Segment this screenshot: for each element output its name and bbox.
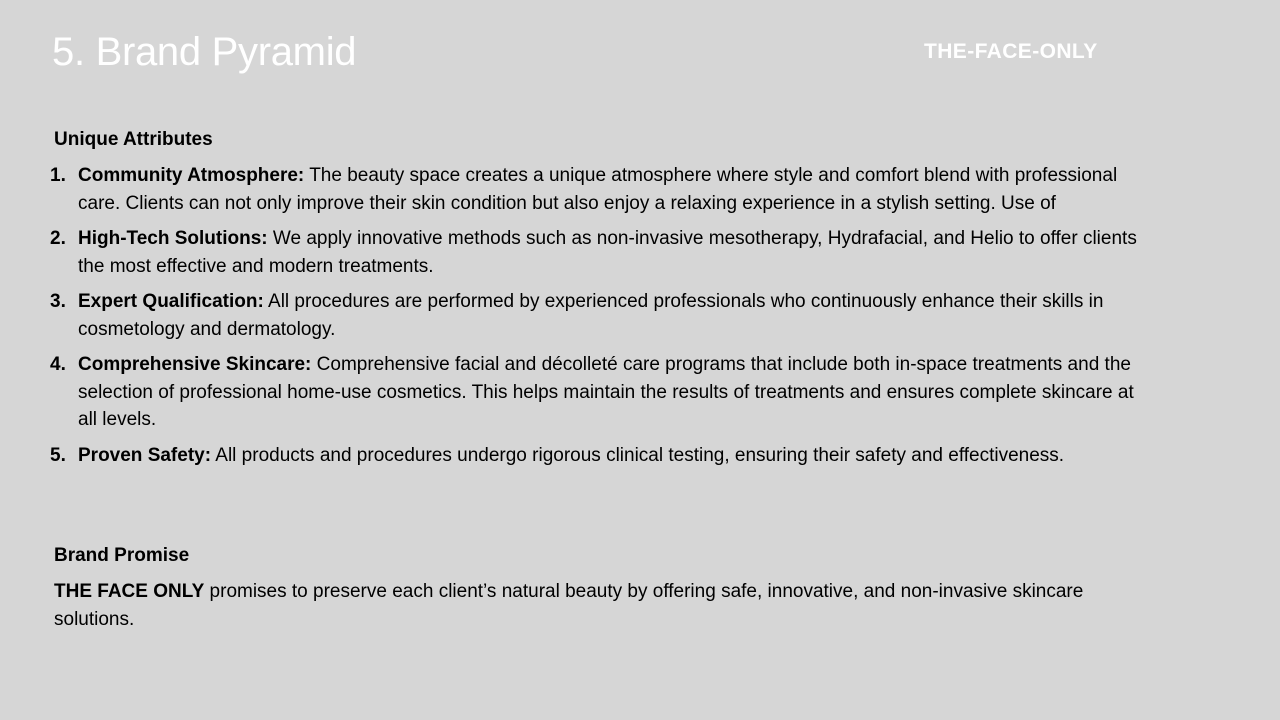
item-title: Proven Safety: (78, 444, 212, 466)
item-description: All procedures are performed by experienced professionals who continuously enhance their skills in cosmetology and dermatology. (78, 291, 1104, 340)
item-description: The beauty space creates a unique atmosphere where style and comfort blend with professional care. Clients can not only improve their skin condition but also enjoy a relaxing experience in a stylish setting. Use of (78, 165, 1118, 214)
brand-promise-description: promises to preserve each client’s natural beauty by offering safe, innovative, and non-invasive skincare solutions. (54, 581, 1084, 630)
list-item (50, 225, 1170, 280)
item-text (78, 288, 1170, 343)
item-number: 1. (50, 165, 66, 186)
item-number: 5. (50, 444, 66, 466)
item-description: Comprehensive facial and décolleté care programs that include both in-space treatments and the selection of professional home-use cosmetics. This helps maintain the results of treatments and ensures complete skincare at all levels. (78, 354, 1134, 430)
item-number: 4. (50, 354, 66, 375)
list-item (50, 442, 1170, 470)
item-text (78, 351, 1170, 434)
slide-title: 5. Brand Pyramid (52, 30, 357, 74)
item-title: Comprehensive Skincare: (78, 354, 312, 375)
item-description: We apply innovative methods such as non-invasive mesotherapy, Hydrafacial, and Helio to offer clients the most effective and modern treatments. (78, 228, 1137, 277)
item-title: Community Atmosphere: (78, 165, 305, 186)
unique-attributes-list (50, 162, 1170, 477)
list-item (50, 288, 1170, 343)
item-text (78, 225, 1170, 280)
item-text (78, 162, 1170, 217)
brand-promise-text (54, 578, 1154, 633)
unique-attributes-heading: Unique Attributes (54, 129, 213, 150)
list-item (50, 162, 1170, 217)
item-number: 3. (50, 291, 66, 312)
item-title: High-Tech Solutions: (78, 228, 268, 249)
item-number: 2. (50, 228, 66, 249)
item-title: Expert Qualification: (78, 291, 264, 312)
brand-logo: THE-FACE-ONLY (924, 40, 1098, 63)
brand-name: THE FACE ONLY (54, 581, 205, 602)
item-text (78, 442, 1170, 470)
brand-promise-heading: Brand Promise (54, 545, 190, 566)
item-description: All products and procedures undergo rigorous clinical testing, ensuring their safety and effectiveness. (211, 444, 1065, 466)
list-item (50, 351, 1170, 434)
